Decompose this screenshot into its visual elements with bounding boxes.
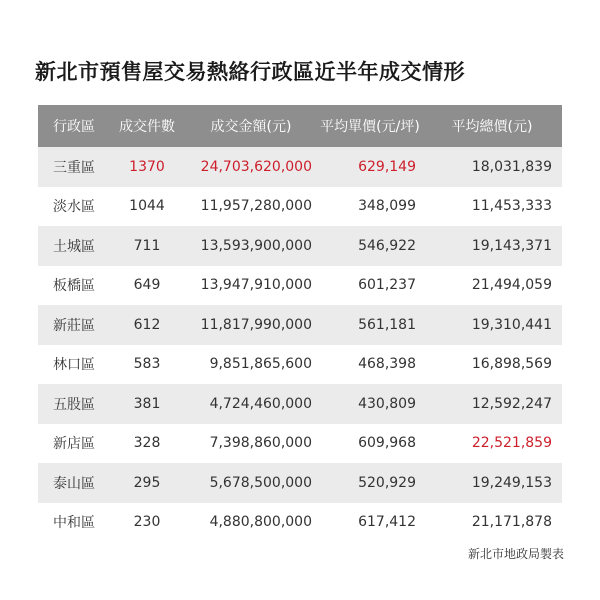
header-row	[38, 105, 562, 147]
table-header	[38, 105, 562, 147]
cell-count: 230	[133, 514, 161, 531]
source-note: 新北市地政局製表	[467, 547, 564, 561]
table-row	[38, 345, 562, 385]
cell-unit-price: 601,237	[358, 277, 416, 294]
cell-district: 新莊區	[53, 317, 95, 334]
table-row	[38, 503, 562, 543]
cell-unit-price: 561,181	[358, 316, 416, 333]
column-header-unit-price: 平均單價(元/坪)	[320, 119, 420, 135]
table-row	[38, 266, 562, 306]
cell-avg-total-price: 19,310,441	[471, 316, 552, 333]
cell-total-amount: 11,957,280,000	[200, 198, 312, 215]
cell-avg-total-price: 12,592,247	[471, 395, 552, 412]
cell-unit-price: 520,929	[358, 474, 416, 491]
cell-total-amount: 11,817,990,000	[200, 316, 312, 333]
cell-count: 612	[133, 316, 161, 333]
cell-avg-total-price: 11,453,333	[471, 198, 552, 215]
cell-avg-total-price: 21,494,059	[471, 277, 552, 294]
cell-total-amount: 13,947,910,000	[200, 277, 312, 294]
cell-unit-price: 629,149	[358, 158, 416, 175]
cell-avg-total-price: 16,898,569	[471, 356, 552, 373]
cell-count: 328	[133, 435, 161, 452]
cell-total-amount: 7,398,860,000	[209, 435, 312, 452]
cell-avg-total-price: 22,521,859	[471, 435, 552, 452]
table-row	[38, 226, 562, 266]
cell-total-amount: 5,678,500,000	[209, 474, 312, 491]
table-row	[38, 463, 562, 503]
cell-unit-price: 430,809	[358, 395, 416, 412]
table-row	[38, 147, 562, 187]
cell-unit-price: 617,412	[358, 514, 416, 531]
cell-unit-price: 609,968	[358, 435, 416, 452]
cell-district: 淡水區	[53, 199, 95, 216]
table-body	[38, 147, 562, 542]
cell-district: 新店區	[53, 436, 95, 453]
cell-unit-price: 546,922	[358, 237, 416, 254]
cell-total-amount: 24,703,620,000	[200, 158, 312, 175]
table-row	[38, 305, 562, 345]
table-row	[38, 187, 562, 227]
cell-count: 583	[133, 356, 161, 373]
cell-avg-total-price: 19,143,371	[471, 237, 552, 254]
cell-unit-price: 468,398	[358, 356, 416, 373]
cell-total-amount: 4,880,800,000	[209, 514, 312, 531]
column-header-count: 成交件數	[119, 119, 175, 135]
column-header-total-amount: 成交金額(元)	[210, 119, 292, 135]
table-row	[38, 424, 562, 464]
cell-district: 中和區	[53, 515, 95, 532]
cell-avg-total-price: 19,249,153	[471, 474, 552, 491]
cell-district: 泰山區	[53, 475, 95, 492]
cell-total-amount: 4,724,460,000	[209, 395, 312, 412]
column-header-avg-total-price: 平均總價(元)	[451, 119, 533, 135]
cell-district: 三重區	[53, 159, 95, 176]
cell-avg-total-price: 18,031,839	[471, 158, 552, 175]
cell-avg-total-price: 21,171,878	[471, 514, 552, 531]
cell-district: 林口區	[53, 357, 95, 374]
cell-district: 五股區	[53, 396, 95, 413]
cell-count: 295	[133, 474, 161, 491]
cell-unit-price: 348,099	[358, 198, 416, 215]
column-header-district: 行政區	[53, 119, 95, 135]
cell-count: 711	[133, 237, 161, 254]
cell-district: 土城區	[53, 238, 95, 255]
cell-count: 1370	[129, 158, 165, 175]
transaction-table	[38, 105, 562, 542]
cell-total-amount: 9,851,865,600	[209, 356, 312, 373]
cell-count: 1044	[129, 198, 165, 215]
table-row	[38, 384, 562, 424]
cell-total-amount: 13,593,900,000	[200, 237, 312, 254]
cell-count: 649	[133, 277, 161, 294]
cell-district: 板橋區	[53, 278, 95, 295]
table-title: 新北市預售屋交易熱絡行政區近半年成交情形	[35, 60, 465, 84]
cell-count: 381	[133, 395, 161, 412]
